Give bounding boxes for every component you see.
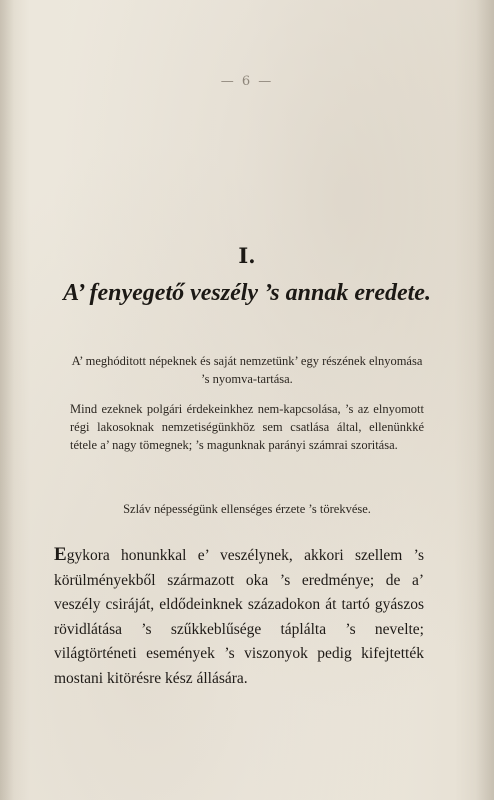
- page-edge-shadow: [476, 0, 494, 800]
- binding-shadow: [0, 0, 14, 800]
- drop-letter: E: [54, 544, 67, 565]
- chapter-summary-2: Mind ezeknek polgári érdekeinkhez nem-kapcsolása, ’s az elnyomott régi lakosoknak nemzetiségünkhöz sem csatlása által, ellenünkké tétele a’ nagy tömegnek; ’s magunknak parányi számrai szoritása.: [70, 402, 424, 452]
- body-paragraph: [54, 543, 424, 691]
- body-paragraph-text: gykora honunkkal e’ veszélynek, akkori szellem ’s körülményekből származott oka ’s eredménye; de a’ veszély csiráját, eldődeinknek századokon át tartó gyászos rövidlátása ’s szűkkeblűsége táplálta ’s nevelte; világtörténeti események ’s viszonyok pedig kifejtették mostani kitörésre kész állására.: [54, 547, 424, 687]
- chapter-title: A’ fenyegető veszély ’s annak eredete.: [63, 280, 431, 306]
- page-number: — 6 —: [220, 74, 274, 89]
- chapter-summary-3: Szláv népességünk ellenséges érzete ’s törekvése.: [123, 502, 371, 516]
- chapter-number: I.: [238, 243, 256, 268]
- chapter-summary-1: A’ meghóditott népeknek és saját nemzetünk’ egy részének elnyomása ’s nyomva-tartása.: [71, 354, 423, 386]
